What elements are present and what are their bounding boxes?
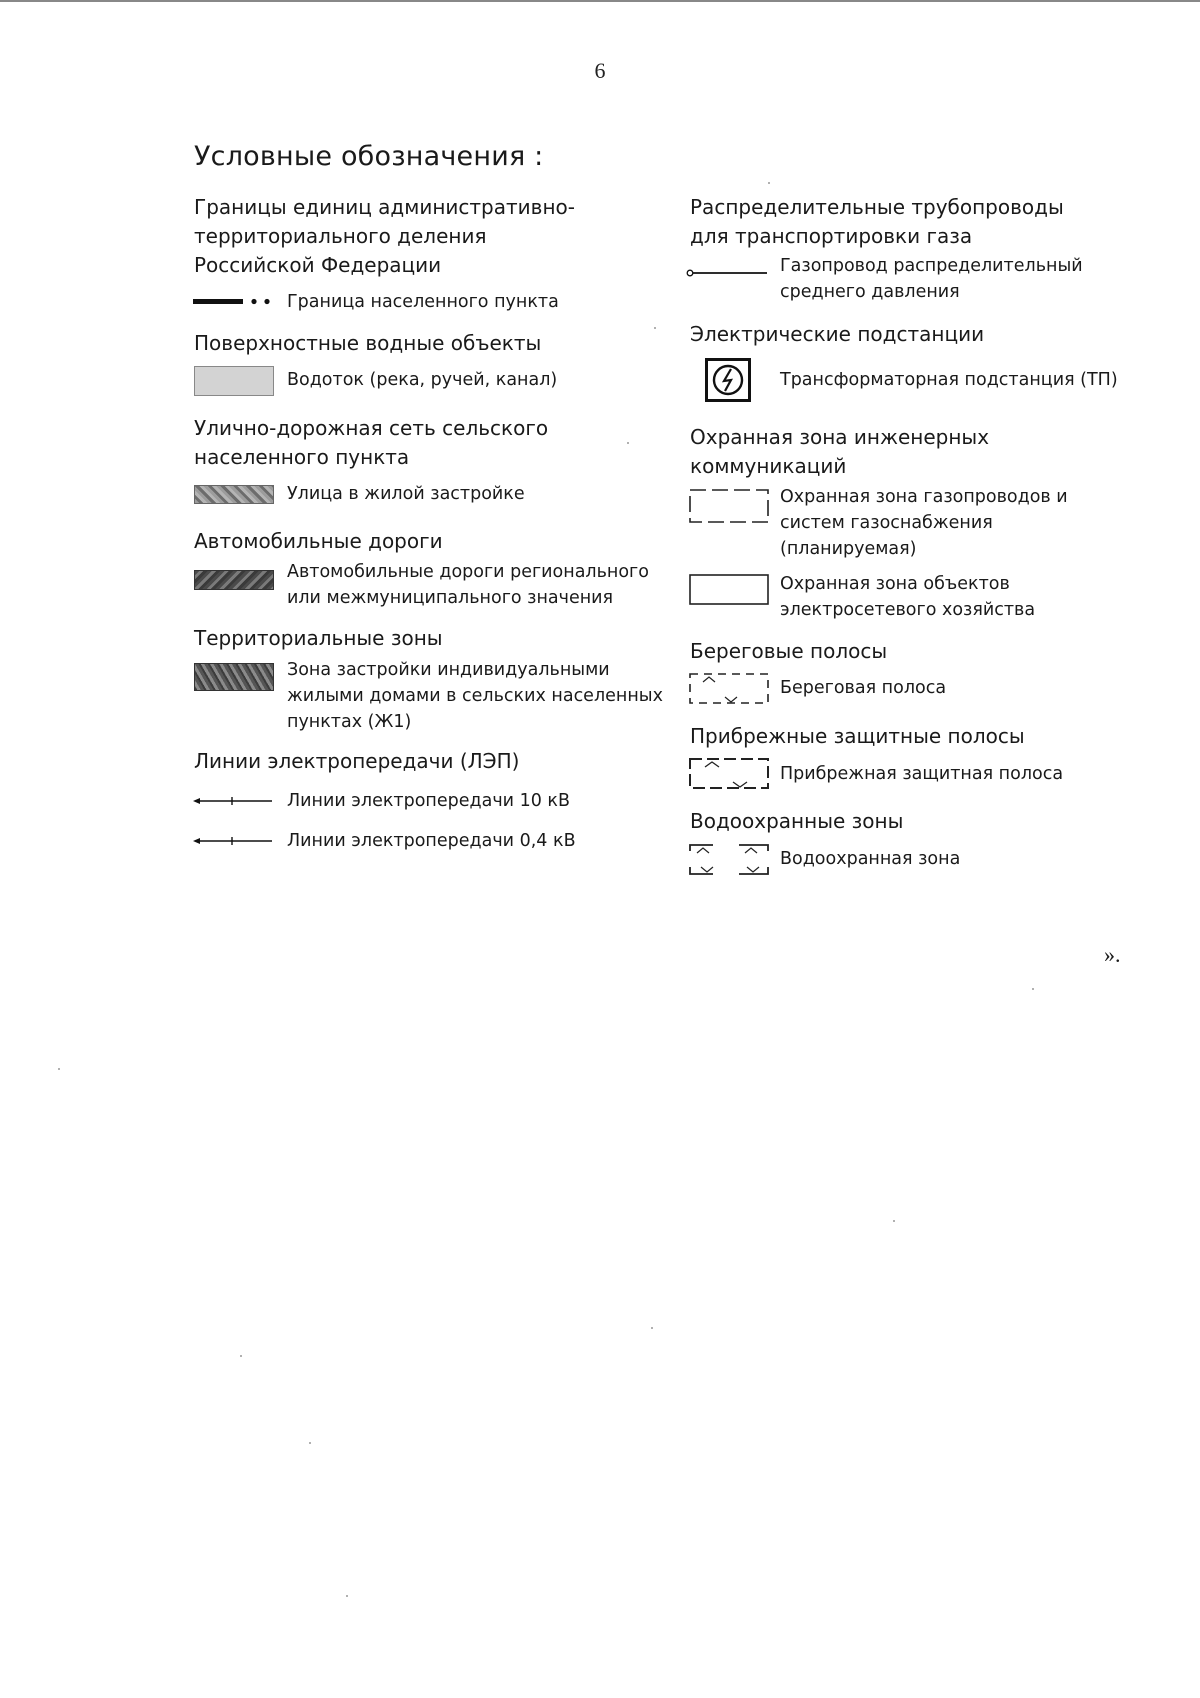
streets-heading-line-1: Улично-дорожная сеть сельского bbox=[194, 416, 549, 440]
admin-heading-line-3: Российской Федерации bbox=[194, 253, 442, 277]
power-line-10kv-icon bbox=[192, 794, 274, 808]
shore-strip-frame-icon bbox=[689, 672, 771, 706]
substations-heading: Электрические подстанции bbox=[690, 322, 985, 346]
zone-label-line-3: пунктах (Ж1) bbox=[287, 712, 412, 732]
gas-pipeline-label-line-2: среднего давления bbox=[780, 282, 960, 302]
power-lines-heading: Линии электропередачи (ЛЭП) bbox=[194, 749, 520, 773]
scan-top-edge bbox=[0, 0, 1200, 2]
streets-heading-line-2: населенного пункта bbox=[194, 445, 410, 469]
gas-heading-line-1: Распределительные трубопроводы bbox=[690, 195, 1064, 219]
page-number: 6 bbox=[594, 58, 606, 83]
shore-strip-label: Береговая полоса bbox=[780, 678, 947, 698]
legend-title: Условные обозначения : bbox=[194, 141, 544, 172]
substation-label: Трансформаторная подстанция (ТП) bbox=[780, 370, 1118, 390]
residential-zone-swatch-icon bbox=[194, 663, 274, 691]
power-protection-zone-label-line-1: Охранная зона объектов bbox=[780, 574, 1010, 594]
scan-speck bbox=[1032, 988, 1034, 990]
scan-speck bbox=[309, 1442, 311, 1444]
road-swatch-icon bbox=[194, 570, 274, 590]
coastal-heading: Прибрежные защитные полосы bbox=[690, 724, 1025, 748]
street-swatch-icon bbox=[194, 485, 274, 504]
gas-pipeline-label-line-1: Газопровод распределительный bbox=[780, 256, 1083, 276]
scan-speck bbox=[58, 1068, 60, 1070]
gas-pipeline-line-icon bbox=[686, 266, 768, 278]
scan-speck bbox=[654, 327, 656, 329]
admin-heading-line-2: территориального деления bbox=[194, 224, 487, 248]
watercourse-label: Водоток (река, ручей, канал) bbox=[287, 370, 558, 390]
water-protection-zone-frame-icon bbox=[689, 843, 771, 877]
zones-heading: Территориальные зоны bbox=[194, 626, 443, 650]
water-heading: Поверхностные водные объекты bbox=[194, 331, 542, 355]
gas-heading-line-2: для транспортировки газа bbox=[690, 224, 973, 248]
gas-protection-zone-frame-icon bbox=[689, 488, 771, 524]
street-label: Улица в жилой застройке bbox=[287, 484, 525, 504]
water-protection-zone-label: Водоохранная зона bbox=[780, 849, 961, 869]
scan-speck bbox=[240, 1355, 242, 1357]
closing-quote-mark: ». bbox=[1104, 942, 1121, 967]
roads-heading: Автомобильные дороги bbox=[194, 529, 443, 553]
gas-protection-zone-label-line-2: систем газоснабжения bbox=[780, 513, 993, 533]
scan-speck bbox=[651, 1327, 653, 1329]
admin-heading-line-1: Границы единиц административно- bbox=[194, 195, 575, 219]
power-protection-zone-frame-icon bbox=[689, 574, 771, 606]
waterprot-heading: Водоохранные зоны bbox=[690, 809, 904, 833]
power-line-04kv-icon bbox=[192, 834, 274, 848]
gas-protection-zone-label-line-1: Охранная зона газопроводов и bbox=[780, 487, 1068, 507]
power-protection-zone-label-line-2: электросетевого хозяйства bbox=[780, 600, 1036, 620]
scan-speck bbox=[893, 1220, 895, 1222]
protect-heading-line-2: коммуникаций bbox=[690, 454, 847, 478]
scan-speck bbox=[346, 1595, 348, 1597]
zone-label-line-1: Зона застройки индивидуальными bbox=[287, 660, 610, 680]
settlement-boundary-line-icon bbox=[193, 294, 281, 310]
road-label-line-2: или межмуниципального значения bbox=[287, 588, 614, 608]
transformer-substation-icon bbox=[705, 358, 751, 402]
scan-speck bbox=[768, 182, 770, 184]
shore-heading: Береговые полосы bbox=[690, 639, 888, 663]
coastal-protection-label: Прибрежная защитная полоса bbox=[780, 764, 1064, 784]
gas-protection-zone-label-line-3: (планируемая) bbox=[780, 539, 917, 559]
protect-heading-line-1: Охранная зона инженерных bbox=[690, 425, 990, 449]
power-line-04kv-label: Линии электропередачи 0,4 кВ bbox=[287, 831, 576, 851]
power-line-10kv-label: Линии электропередачи 10 кВ bbox=[287, 791, 571, 811]
settlement-boundary-label: Граница населенного пункта bbox=[287, 292, 559, 312]
watercourse-swatch-icon bbox=[194, 366, 274, 396]
coastal-protection-frame-icon bbox=[689, 757, 771, 791]
road-label-line-1: Автомобильные дороги регионального bbox=[287, 562, 649, 582]
zone-label-line-2: жилыми домами в сельских населенных bbox=[287, 686, 663, 706]
scan-speck bbox=[627, 442, 629, 444]
